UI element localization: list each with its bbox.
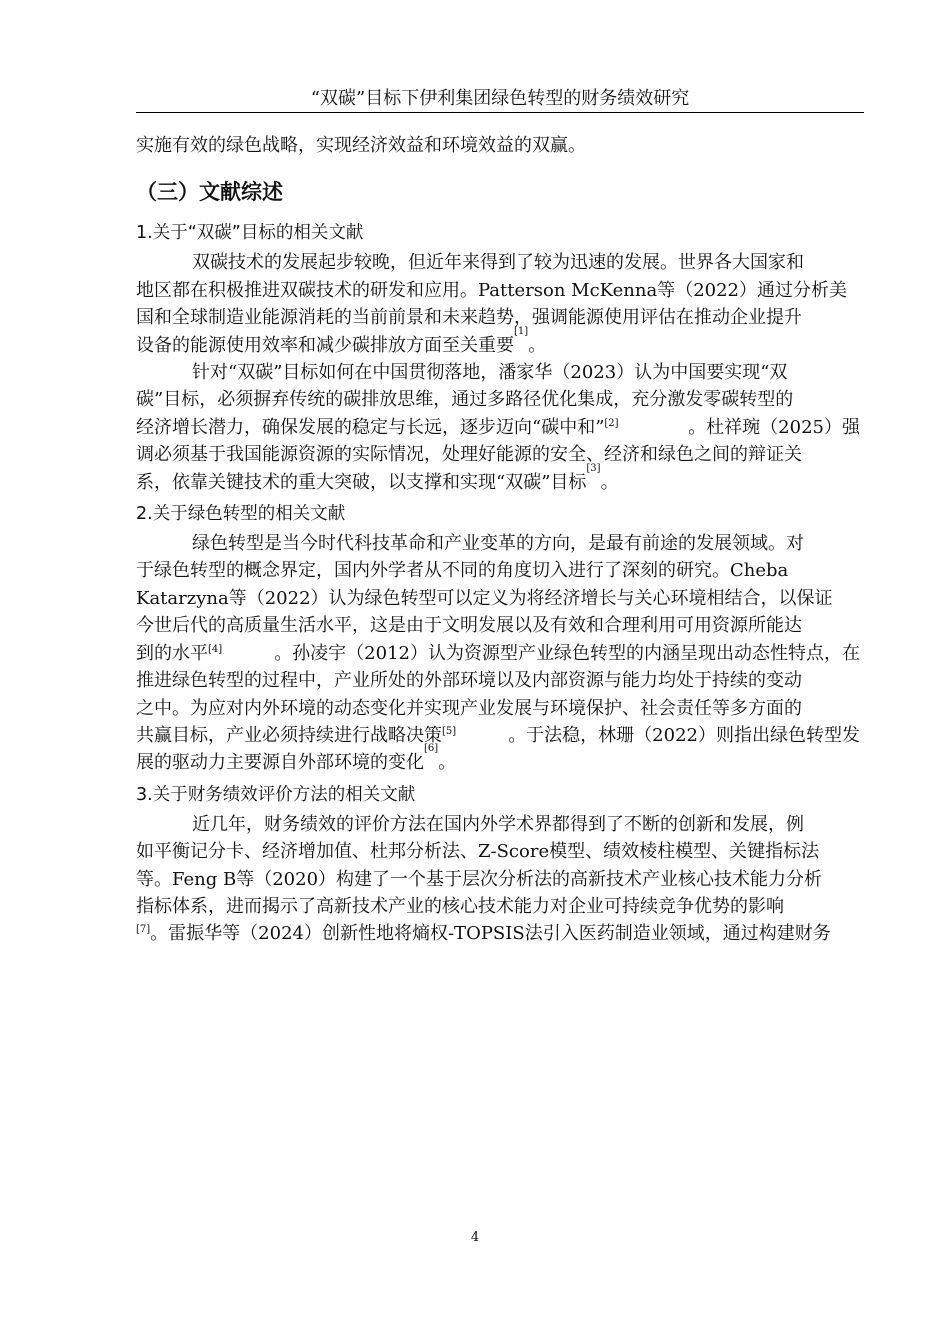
running-header: “双碳”目标下伊利集团绿色转型的财务绩效研究 (136, 86, 864, 113)
text-segment: 。杜祥琬（2025）强 (688, 416, 860, 438)
section-heading: （三）文献综述 (136, 180, 283, 205)
text-segment: 。 (600, 471, 619, 493)
citation-ref: [7] (136, 924, 151, 936)
text-line (136, 722, 860, 749)
subsection-heading-3: 3.关于财务绩效评价方法的相关文献 (136, 784, 416, 805)
text-line: 调必须基于我国能源资源的实际情况，处理好能源的安全、经济和绿色之间的辩证关 (136, 444, 802, 466)
text-line: 碳”目标，必须摒弃传统的碳排放思维，通过多路径优化集成，充分激发零碳转型的 (136, 389, 794, 411)
paragraph (136, 811, 860, 948)
subsection-heading-1: 1.关于“双碳”目标的相关文献 (136, 223, 364, 244)
text-segment: 到的水平 (136, 642, 208, 664)
text-line: 之中。为应对内外环境的动态变化并实现产业发展与环境保护、社会责任等多方面的 (136, 697, 802, 719)
subsection-heading-2: 2.关于绿色转型的相关文献 (136, 504, 346, 525)
paragraph (136, 359, 860, 496)
text-line: 于绿色转型的概念界定，国内外学者从不同的角度切入进行了深刻的研究。Cheba (136, 560, 789, 582)
text-line: 如平衡记分卡、经济增加值、杜邦分析法、Z-Score模型、绩效棱柱模型、关键指标法 (136, 841, 820, 863)
text-line: 今世后代的高质量生活水平，这是由于文明发展以及有效和合理利用可用资源所能达 (136, 615, 802, 637)
text-line: 等。Feng B等（2020）构建了一个基于层次分析法的高新技术产业核心技术能力分析 (136, 868, 823, 890)
paragraph (136, 249, 860, 359)
paragraph (136, 530, 860, 777)
text-line: Katarzyna等（2022）认为绿色转型可以定义为将经济增长与关心环境相结合，以保证 (136, 587, 833, 609)
text-line (136, 462, 860, 496)
citation-ref: [5] (442, 725, 457, 737)
text-line: 绿色转型是当今时代科技革命和产业变革的方向，是最有前途的发展领域。对 (192, 533, 804, 555)
text-line: 双碳技术的发展起步较晚，但近年来得到了较为迅速的发展。世界各大国家和 (192, 252, 804, 274)
text-line: 国和全球制造业能源消耗的当前前景和未来趋势，强调能源使用评估在推动企业提升 (136, 307, 802, 329)
text-line: 地区都在积极推进双碳技术的研发和应用。Patterson McKenna等（2022）通过分析美 (136, 279, 847, 301)
text-segment: 。于法稳，林珊（2022）则指出绿色转型发 (508, 724, 860, 746)
citation-ref: [6] (424, 743, 439, 755)
intro-paragraph (136, 132, 860, 159)
text-line (136, 743, 860, 776)
citation-ref: [2] (604, 417, 619, 429)
text-line: 近几年，财务绩效的评价方法在国内外学术界都得到了不断的创新和发展，例 (192, 813, 804, 835)
text-segment: 共赢目标，产业必须持续进行战略决策 (136, 724, 442, 746)
text-line: 实施有效的绿色战略，实现经济效益和环境效益的双赢。 (136, 135, 586, 156)
text-line: 指标体系，进而揭示了高新技术产业的核心技术能力对企业可持续竞争优势的影响 (136, 895, 784, 917)
text-line (136, 325, 860, 359)
text-line: 针对“双碳”目标如何在中国贯彻落地，潘家华（2023）认为中国要实现“双 (192, 362, 788, 384)
text-segment: 系，依靠关键技术的重大突破，以支撑和实现“双碳”目标 (136, 471, 587, 493)
body-text (136, 132, 860, 948)
text-segment: 。 (438, 752, 457, 774)
text-line: 推进绿色转型的过程中，产业所处的外部环境以及内部资源与能力均处于持续的变动 (136, 670, 802, 692)
text-segment: 经济增长潜力，确保发展的稳定与长远，逐步迈向“碳中和” (136, 416, 605, 438)
text-segment: 设备的能源使用效率和减少碳排放方面至关重要 (136, 334, 514, 356)
citation-ref: [3] (586, 462, 601, 474)
text-segment: 展的驱动力主要源自外部环境的变化 (136, 752, 424, 774)
citation-ref: [4] (208, 643, 223, 655)
text-segment: 。 (528, 334, 547, 356)
page-number: 4 (470, 1230, 480, 1245)
citation-ref: [1] (514, 325, 529, 337)
text-line (136, 640, 860, 667)
text-segment: 。孙凌宇（2012）认为资源型产业绿色转型的内涵呈现出动态性特点，在 (274, 642, 860, 664)
text-segment: 。雷振华等（2024）创新性地将熵权-TOPSIS法引入医药制造业领域，通过构建财务 (150, 923, 831, 945)
text-line (136, 920, 860, 947)
text-line (136, 414, 860, 441)
